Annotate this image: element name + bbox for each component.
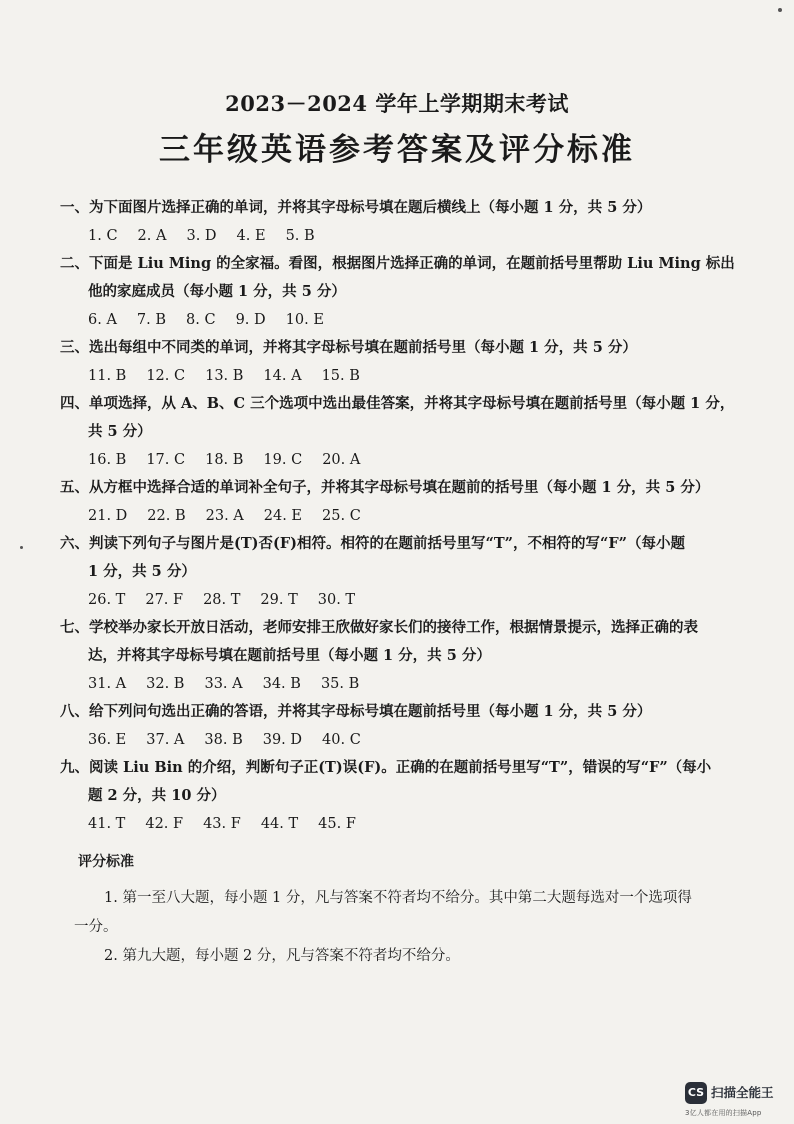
answer-item: 26. T <box>88 592 126 608</box>
answer-item: 40. C <box>322 732 361 748</box>
answer-item: 2. A <box>137 228 167 244</box>
answer-item: 28. T <box>203 592 241 608</box>
section-instruction-continued: 1 分，共 5 分） <box>88 563 196 580</box>
answer-item: 37. A <box>146 732 185 748</box>
grading-rule-1: 1. 第一至八大题，每小题 1 分，凡与答案不符者均不给分。其中第二大题每选对一个选项得 <box>104 890 692 906</box>
scanner-watermark <box>685 1082 794 1118</box>
section-instruction: 四、单项选择，从 A、B、C 三个选项中选出最佳答案，并将其字母标号填在题前括号里（每小题 1 分， <box>60 395 735 412</box>
answer-row <box>60 670 740 698</box>
section-instruction: 一、为下面图片选择正确的单词，并将其字母标号填在题后横线上（每小题 1 分，共 5 分） <box>60 199 652 216</box>
answer-item: 30. T <box>317 592 356 608</box>
answer-item: 22. B <box>147 508 186 524</box>
answer-item: 11. B <box>88 368 127 384</box>
answer-item: 41. T <box>88 816 126 832</box>
section-instruction: 二、下面是 Liu Ming 的全家福。看图，根据图片选择正确的单词，在题前括号里帮助 Liu Ming 标出 <box>60 255 735 272</box>
answer-item: 10. E <box>285 312 324 328</box>
answer-item: 42. F <box>145 816 184 832</box>
answer-item: 25. C <box>322 508 361 524</box>
answer-section <box>60 530 740 614</box>
answer-item: 45. F <box>318 816 356 832</box>
answer-item: 23. A <box>205 508 244 524</box>
grading-standards <box>74 851 738 971</box>
answer-item: 33. A <box>204 676 243 692</box>
grading-title: 评分标准 <box>78 854 134 870</box>
section-instruction: 三、选出每组中不同类的单词，并将其字母标号填在题前括号里（每小题 1 分，共 5 分） <box>60 339 637 356</box>
answer-section <box>60 390 740 474</box>
scan-speck <box>20 546 23 549</box>
answer-section <box>60 754 740 838</box>
answer-item: 20. A <box>322 452 361 468</box>
answer-row <box>60 306 740 334</box>
answer-item: 32. B <box>146 676 185 692</box>
answer-row <box>60 726 740 754</box>
answer-item: 24. E <box>263 508 303 524</box>
answer-section <box>60 698 740 754</box>
answer-item: 13. B <box>205 368 244 384</box>
answer-item: 4. E <box>236 228 266 244</box>
grading-rule-1-continued: 一分。 <box>74 919 118 935</box>
section-instruction: 七、学校举办家长开放日活动，老师安排王欣做好家长们的接待工作，根据情景提示，选择正确的表 <box>60 619 698 636</box>
answer-item: 7. B <box>136 312 167 328</box>
answer-item: 18. B <box>205 452 244 468</box>
answer-section <box>60 334 740 390</box>
answer-section <box>60 194 740 250</box>
section-instruction-continued: 他的家庭成员（每小题 1 分，共 5 分） <box>88 283 346 300</box>
answer-row <box>60 222 740 250</box>
answer-item: 19. C <box>263 452 303 468</box>
camscanner-logo-icon: CS <box>685 1082 707 1104</box>
section-instruction: 六、判读下列句子与图片是(T)否(F)相符。相符的在题前括号里写“T”，不相符的写“F”（每小题 <box>60 535 685 552</box>
answer-item: 14. A <box>263 368 302 384</box>
section-instruction: 九、阅读 Liu Bin 的介绍，判断句子正(T)误(F)。正确的在题前括号里写“T”，错误的写“F”（每小 <box>60 759 712 776</box>
answer-item: 35. B <box>320 676 360 692</box>
answer-item: 31. A <box>88 676 127 692</box>
answer-item: 36. E <box>88 732 127 748</box>
answer-row <box>60 502 740 530</box>
answer-row <box>60 810 740 838</box>
watermark-slogan: 3亿人都在用的扫描App <box>685 1109 762 1117</box>
watermark-app-name: 扫描全能王 <box>711 1085 774 1100</box>
answer-key-title: 三年级英语参考答案及评分标准 <box>159 132 635 168</box>
answer-item: 1. C <box>88 228 118 244</box>
answer-item: 17. C <box>146 452 186 468</box>
section-instruction: 八、给下列问句选出正确的答语，并将其字母标号填在题前括号里（每小题 1 分，共 5 分） <box>60 703 652 720</box>
section-instruction-continued: 达，并将其字母标号填在题前括号里（每小题 1 分，共 5 分） <box>88 647 491 664</box>
answer-sections <box>60 194 740 838</box>
answer-row <box>60 362 740 390</box>
answer-row <box>60 586 740 614</box>
answer-item: 44. T <box>260 816 299 832</box>
answer-row <box>60 446 740 474</box>
answer-item: 3. D <box>186 228 217 244</box>
section-instruction-continued: 共 5 分） <box>88 423 152 440</box>
answer-item: 39. D <box>262 732 303 748</box>
exam-title: 2023－2024 学年上学期期末考试 <box>225 91 569 116</box>
answer-item: 5. B <box>285 228 315 244</box>
answer-item: 16. B <box>88 452 127 468</box>
answer-item: 34. B <box>262 676 301 692</box>
answer-item: 29. T <box>260 592 298 608</box>
section-instruction: 五、从方框中选择合适的单词补全句子，并将其字母标号填在题前的括号里（每小题 1 分，共 5 分） <box>60 479 710 496</box>
answer-section <box>60 614 740 698</box>
answer-item: 38. B <box>204 732 243 748</box>
answer-item: 9. D <box>235 312 266 328</box>
answer-section <box>60 474 740 530</box>
answer-item: 12. C <box>146 368 186 384</box>
answer-item: 8. C <box>186 312 216 328</box>
answer-item: 6. A <box>88 312 117 328</box>
grading-rule-2: 2. 第九大题，每小题 2 分，凡与答案不符者均不给分。 <box>104 948 460 964</box>
answer-section <box>60 250 740 334</box>
answer-item: 43. F <box>203 816 241 832</box>
section-instruction-continued: 题 2 分，共 10 分） <box>88 787 226 804</box>
answer-item: 21. D <box>88 508 128 524</box>
answer-item: 15. B <box>321 368 360 384</box>
answer-item: 27. F <box>145 592 184 608</box>
scan-speck <box>778 8 782 12</box>
